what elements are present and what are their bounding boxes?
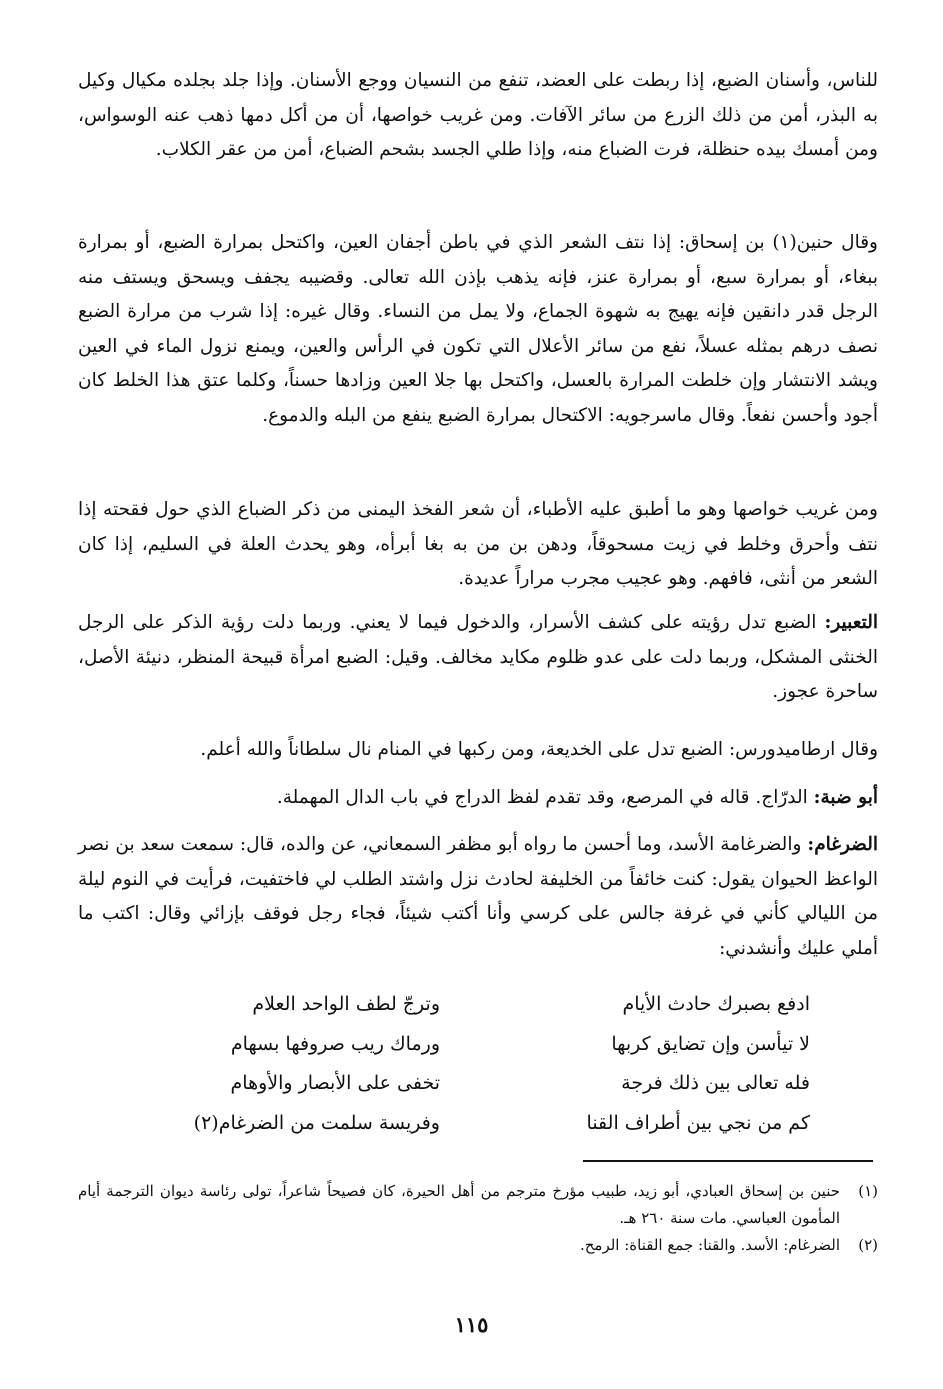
- footnote-number: (١): [858, 1182, 878, 1200]
- footnote: [78, 1232, 878, 1259]
- footnote: [78, 1178, 878, 1232]
- footnotes: [78, 1178, 878, 1259]
- poem-verse: [120, 1064, 810, 1104]
- paragraph: [78, 606, 878, 710]
- entry-heading: الضرغام:: [807, 834, 878, 855]
- paragraph: [78, 493, 878, 597]
- paragraph: [78, 226, 878, 433]
- footnote-text: الضرغام: الأسد. والقنا: جمع القناة: الرمح.: [579, 1236, 840, 1254]
- poem-second-hemistich: وفريسة سلمت من الضرغام(٢): [193, 1111, 440, 1134]
- paragraph-text: [78, 828, 878, 966]
- paragraph-text: وقال ارطاميدورس: الضبع تدل على الخديعة، ومن ركبها في المنام نال سلطاناً والله أعلم.: [200, 739, 878, 760]
- entry-heading: أبو ضبة:: [813, 787, 878, 808]
- paragraph-text: [78, 781, 878, 816]
- poem-verse: [120, 1104, 810, 1144]
- entry-body: الضبع تدل رؤيته على كشف الأسرار، والدخول فيما لا يعني. وربما دلت رؤية الذكر على الرجل الخنثى المشكل، وربما دلت على عدو ظلوم مكايد مخالف. وقيل: الضبع امرأة قبيحة المنظر، دنيئة الأصل، ساحرة عجوز.: [78, 612, 878, 702]
- page-number: ١١٥: [454, 1312, 489, 1337]
- paragraph-text: ومن غريب خواصها وهو ما أطبق عليه الأطباء، أن شعر الفخذ اليمنى من ذكر الضباع الذي حول فقحته إذا نتف وأحرق وخلط في زيت مسحوقاً، ودهن بن من به بغا أبرأه، وهو يحدث العلة في السليم، إذا كان الشعر من أنثى، فافهم. وهو عجيب مجرب مراراً عديدة.: [78, 499, 878, 589]
- poem-second-hemistich: تخفى على الأبصار والأوهام: [230, 1072, 440, 1094]
- footnote-number: (٢): [858, 1236, 878, 1254]
- paragraph-text: وقال حنين(١) بن إسحاق: إذا نتف الشعر الذي في باطن أجفان العين، واكتحل بمرارة الضبع، أو بمرارة ببغاء، أو بمرارة سبع، أو بمرارة عنز، فإنه يذهب بإذن الله تعالى. وقضيبه يجفف ويسحق ويستف منه الرجل قدر دانقين فإنه يهيج به شهوة الجماع، ولا يمل من النساء. وقال غيره: إذا شرب من مرارة الضبع نصف درهم بمثله عسلاً، نفع من سائر الأعلال التي تكون في الرأس والعين، ويمنع نزول الماء في العين ويشد الانتشار وإن خلطت المرارة بالعسل، واكتحل بها جلا العين وزادها حسناً، وكلما عتق هذا الخلط كان أجود وأحسن نفعاً. وقال ماسرجويه: الاكتحال بمرارة الضبع ينفع من البله والدموع.: [78, 232, 878, 426]
- paragraph-text: للناس، وأسنان الضبع، إذا ربطت على العضد، تنفع من النسيان ووجع الأسنان. وإذا جلد بجلده مكيال وكيل به البذر، أمن من ذلك الزرع من سائر الآفات. ومن غريب خواصها، أن من أكل دمها ذهب عنه الوسواس، ومن أمسك بيده حنظلة، فرت الضباع منه، وإذا طلي الجسد بشحم الضباع، أمن من عقر الكلاب.: [78, 70, 878, 160]
- footnote-separator: [583, 1160, 873, 1162]
- poem-verse: [120, 1025, 810, 1065]
- paragraph-text: [78, 606, 878, 710]
- poem: [120, 985, 810, 1143]
- footnote-text: حنين بن إسحاق العبادي، أبو زيد، طبيب مؤرخ مترجم من أهل الحيرة، كان فصيحاً شاعراً، تولى رئاسة ديوان الترجمة أيام المأمون العباسي. مات سنة ٢٦٠ هـ.: [78, 1182, 840, 1227]
- poem-first-hemistich: ادفع بصبرك حادث الأيام: [622, 993, 810, 1015]
- paragraph: [78, 828, 878, 966]
- paragraph: [78, 64, 878, 168]
- paragraph: [78, 733, 878, 768]
- paragraph: [78, 781, 878, 816]
- poem-first-hemistich: لا تيأسن وإن تضايق كربها: [611, 1032, 810, 1055]
- entry-body: والضرغامة الأسد، وما أحسن ما رواه أبو مظفر السمعاني، عن والده، قال: سمعت سعد بن نصر الواعظ الحيوان يقول: كنت خائفاً من الخليفة لحادث نزل واشتد الطلب لي فاختفيت، فرأيت في النوم ليلة من الليالي كأني في غرفة جالس على كرسي وأنا أكتب شيئاً، فجاء رجل فوقف بإزائي وقال: اكتب ما أملي عليك وأنشدني:: [78, 834, 878, 959]
- poem-verse: [120, 985, 810, 1025]
- poem-first-hemistich: كم من نجي بين أطراف القنا: [586, 1111, 810, 1134]
- entry-heading: التعبير:: [824, 612, 878, 633]
- poem-first-hemistich: فله تعالى بين ذلك فرجة: [621, 1072, 810, 1094]
- poem-second-hemistich: ورماك ريب صروفها بسهام: [230, 1032, 440, 1055]
- poem-second-hemistich: وترجّ لطف الواحد العلام: [252, 993, 440, 1015]
- entry-body: الدرّاج. قاله في المرصع، وقد تقدم لفظ الدراج في باب الدال المهملة.: [276, 787, 814, 808]
